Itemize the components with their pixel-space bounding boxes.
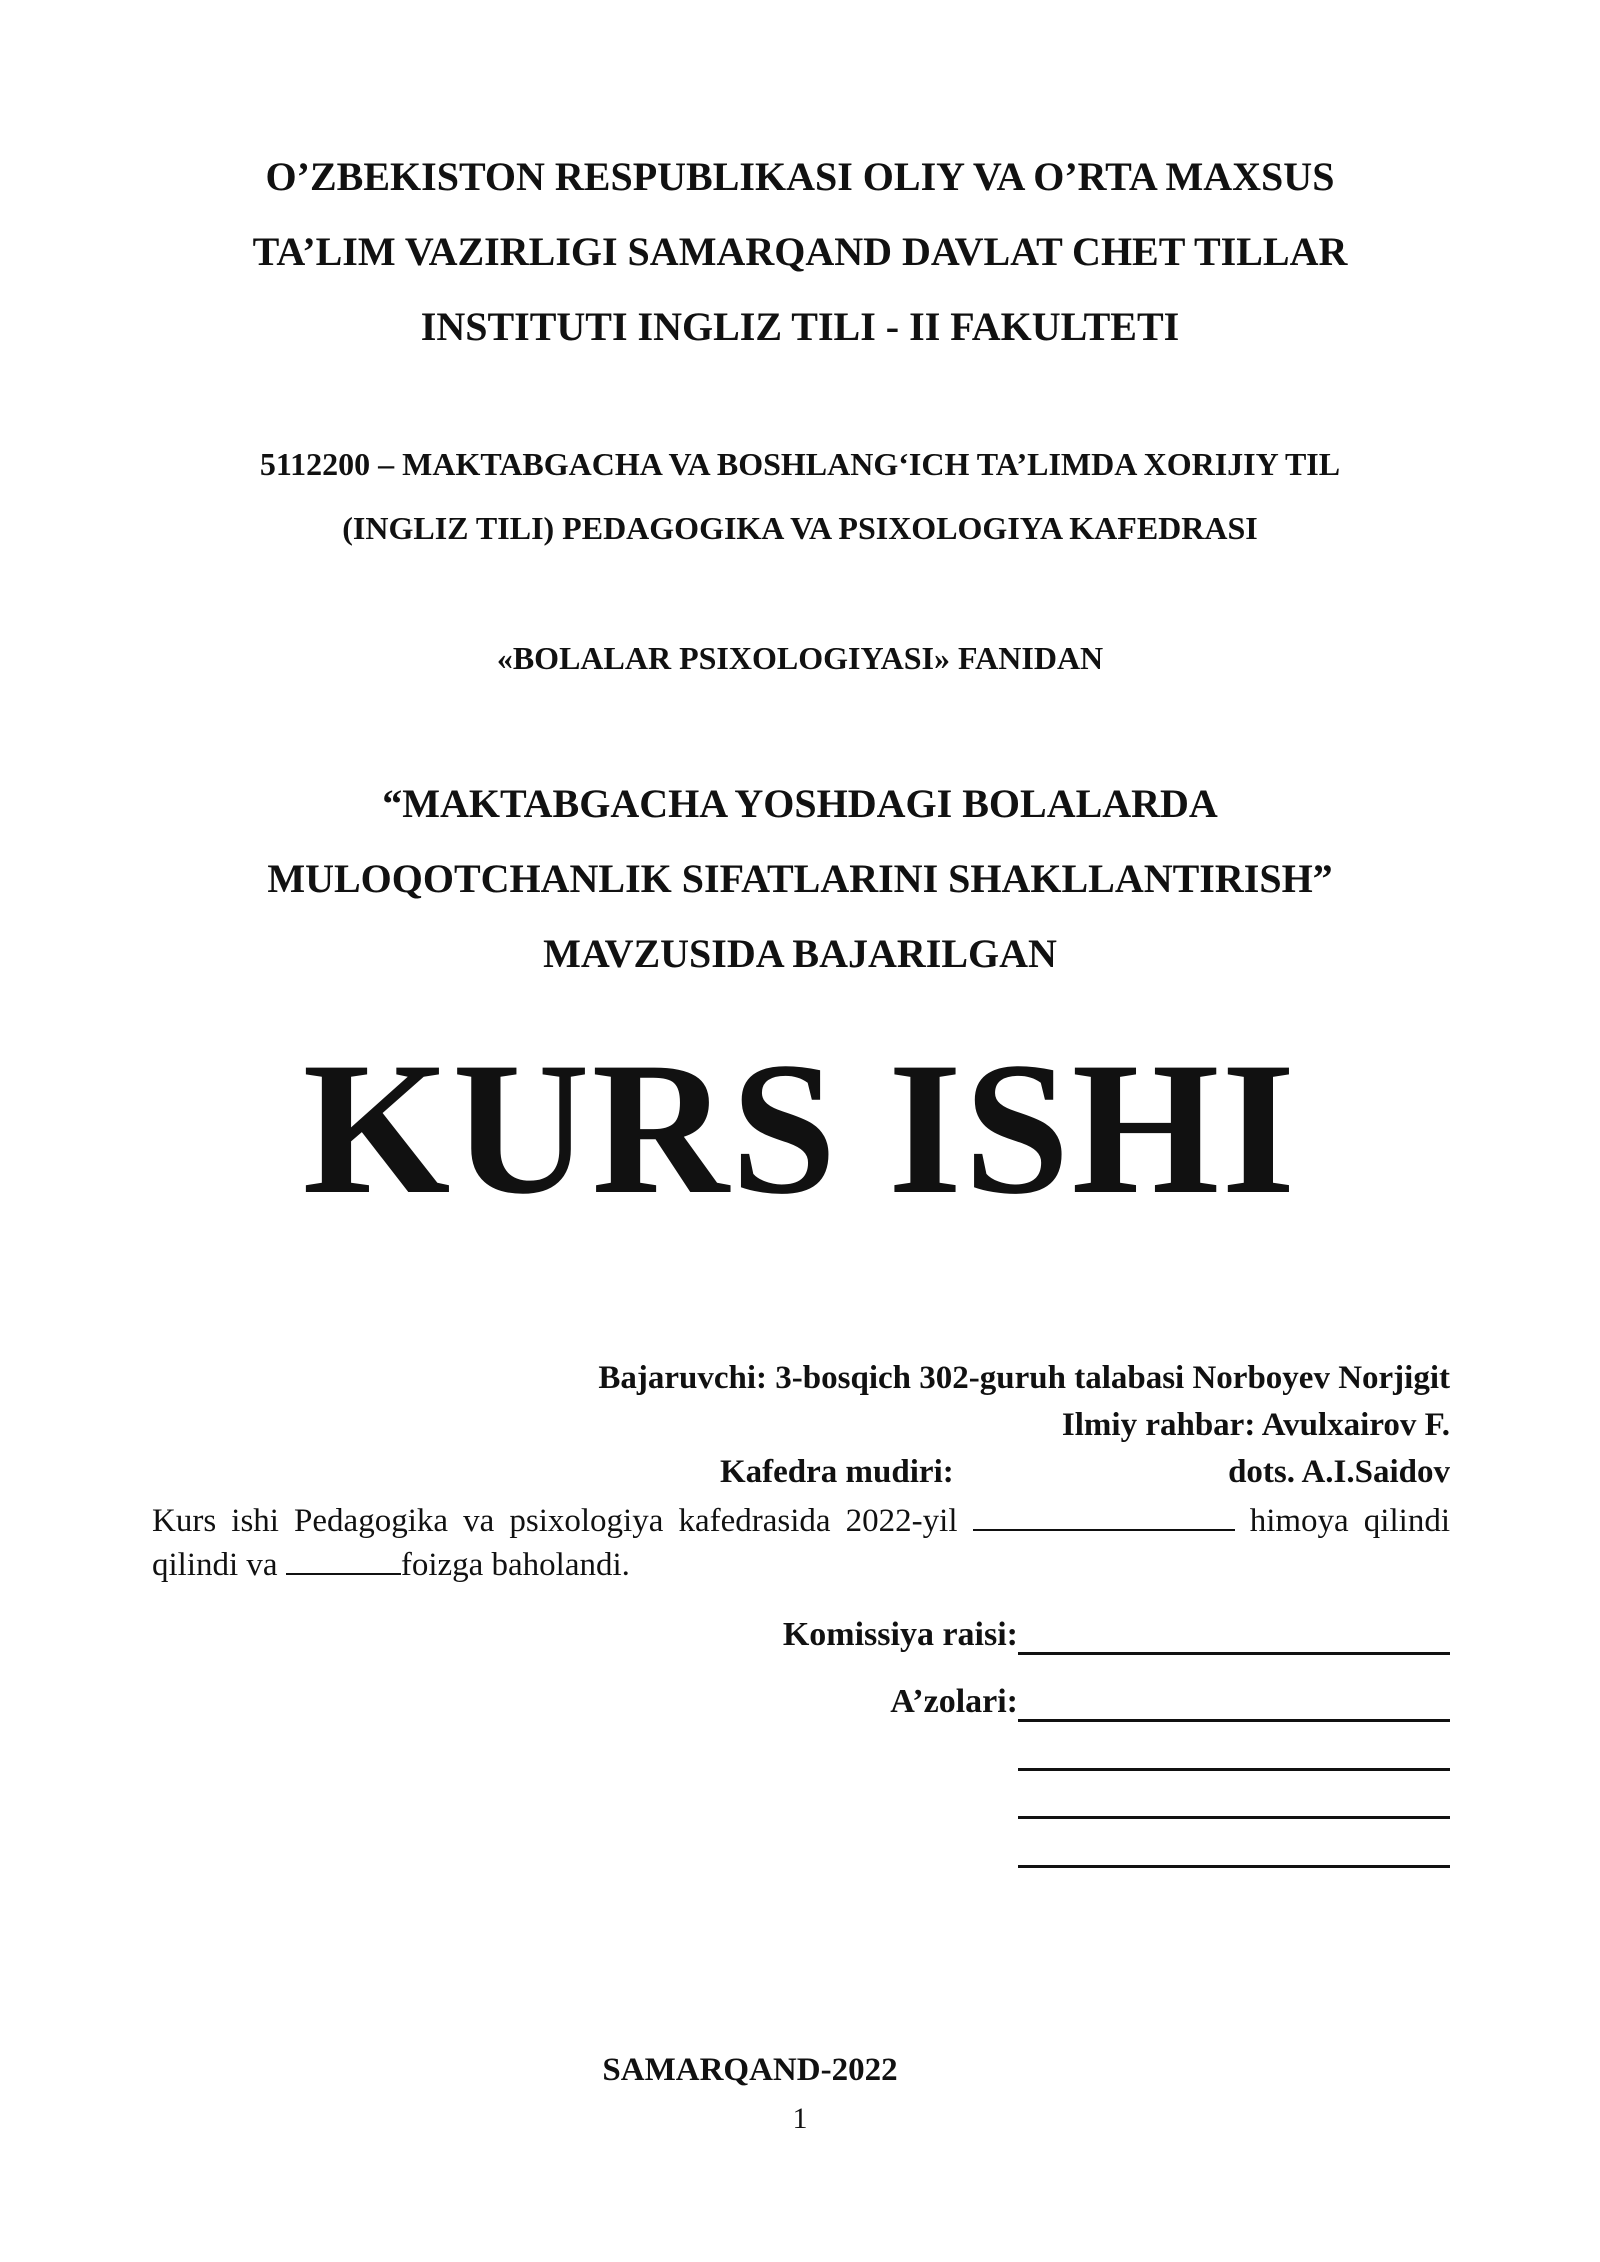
department-head-label: Kafedra mudiri: <box>720 1454 954 1490</box>
ministry-header-line-1: O’ZBEKISTON RESPUBLIKASI OLIY VA O’RTA MAXSUS <box>265 154 1335 199</box>
defense-paragraph <box>152 1499 1450 1587</box>
defense-text-part-1: Kurs ishi Pedagogika va psixologiya kafedrasida 2022-yil <box>152 1503 958 1539</box>
department-line-2: (INGLIZ TILI) PEDAGOGIKA VA PSIXOLOGIYA KAFEDRASI <box>342 510 1258 546</box>
topic-line-1: “MAKTABGACHA YOSHDAGI BOLALARDA <box>382 781 1218 826</box>
ministry-header-line-2: TA’LIM VAZIRLIGI SAMARQAND DAVLAT CHET TILLAR <box>252 229 1348 274</box>
member-signature-line-1 <box>1018 1719 1450 1722</box>
member-signature-line-2 <box>1018 1768 1450 1771</box>
grade-percent-blank <box>286 1547 401 1575</box>
city-year: SAMARQAND-2022 <box>602 2052 898 2088</box>
supervisor-line: Ilmiy rahbar: Avulxairov F. <box>1061 1407 1450 1443</box>
commission-chair-label: Komissiya raisi: <box>782 1616 1018 1653</box>
topic-line-3: MAVZUSIDA BAJARILGAN <box>543 931 1057 976</box>
page-number: 1 <box>792 2102 808 2135</box>
ministry-header-line-3: INSTITUTI INGLIZ TILI - II FAKULTETI <box>420 304 1180 349</box>
defense-text-part-3: foizga baholandi. <box>400 1547 630 1583</box>
commission-chair-signature-line <box>1018 1652 1450 1655</box>
subject-line: «BOLALAR PSIXOLOGIYASI» FANIDAN <box>496 640 1104 676</box>
performer-line: Bajaruvchi: 3-bosqich 302-guruh talabasi Norboyev Norjigit <box>598 1360 1450 1396</box>
member-signature-line-3 <box>1018 1816 1450 1819</box>
defense-text-part-2: himoya qilindi qilindi va <box>152 1503 1450 1583</box>
member-signature-line-4 <box>1018 1865 1450 1868</box>
defense-date-blank <box>973 1503 1235 1531</box>
document-title: KURS ISHI <box>302 1024 1298 1234</box>
department-line-1: 5112200 – MAKTABGACHA VA BOSHLANG‘ICH TA’LIMDA XORIJIY TIL <box>259 446 1341 482</box>
topic-line-2: MULOQOTCHANLIK SIFATLARINI SHAKLLANTIRISH” <box>267 856 1333 901</box>
department-head-name: dots. A.I.Saidov <box>1228 1454 1450 1490</box>
commission-members-label: A’zolari: <box>890 1683 1018 1720</box>
